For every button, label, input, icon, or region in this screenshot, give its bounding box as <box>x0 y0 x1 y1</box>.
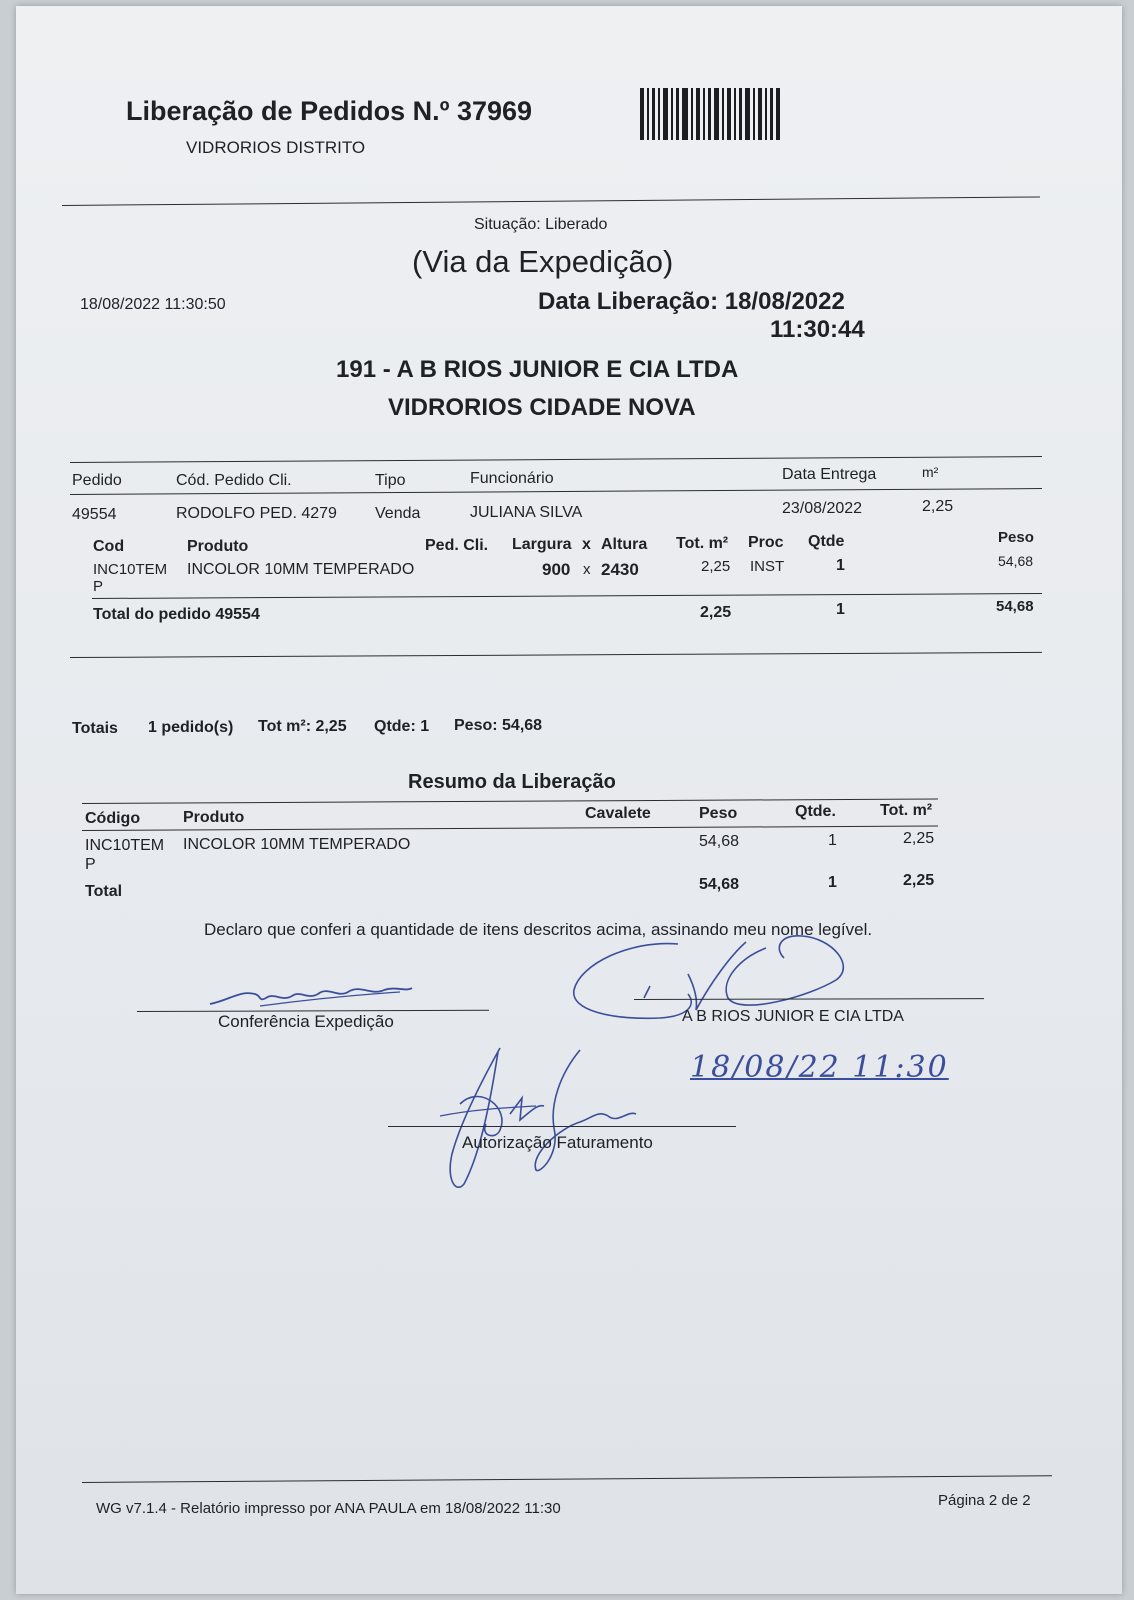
order-header-tipo: Tipo <box>375 472 406 489</box>
totais-peso: Peso: 54,68 <box>454 717 543 734</box>
items-header-tot-m2: Tot. m² <box>676 535 729 552</box>
resumo-tot-m2: 2,25 <box>903 830 935 847</box>
resumo-total-peso: 54,68 <box>699 876 740 893</box>
order-header-funcionario: Funcionário <box>470 470 554 487</box>
declaration-text: Declaro que conferi a quantidade de itens descritos acima, assinando meu nome legível. <box>204 920 873 939</box>
client-store: VIDRORIOS CIDADE NOVA <box>388 394 696 421</box>
resumo-total-tot-m2: 2,25 <box>903 872 935 889</box>
item-cod-line2: P <box>93 578 104 595</box>
order-header-pedido: Pedido <box>72 472 122 489</box>
conferencia-label: Conferência Expedição <box>218 1012 394 1031</box>
totais-pedidos: 1 pedido(s) <box>148 719 234 736</box>
resumo-header-qtde: Qtde. <box>795 803 836 820</box>
via-label: (Via da Expedição) <box>412 244 674 279</box>
client-signature <box>570 934 860 1044</box>
items-header-proc: Proc <box>748 534 784 551</box>
totais-qtde: Qtde: 1 <box>374 718 430 735</box>
resumo-qtde: 1 <box>828 832 837 849</box>
items-header-x: x <box>582 536 591 553</box>
resumo-header-produto: Produto <box>183 809 245 826</box>
item-cod-line1: INC10TEM <box>93 561 168 578</box>
resumo-total-label: Total <box>85 883 123 900</box>
order-header-data-entrega: Data Entrega <box>782 466 877 483</box>
order-funcionario: JULIANA SILVA <box>470 504 583 521</box>
resumo-header-codigo: Código <box>85 810 141 827</box>
autorizacao-label: Autorização Faturamento <box>462 1133 653 1152</box>
order-header-cod-pedido-cli: Cód. Pedido Cli. <box>176 472 292 489</box>
order-cod-pedido-cli: RODOLFO PED. 4279 <box>176 505 337 522</box>
resumo-produto: INCOLOR 10MM TEMPERADO <box>183 836 411 853</box>
resumo-total-qtde: 1 <box>828 874 837 891</box>
autorizacao-signature-line <box>388 1126 736 1127</box>
item-largura: 900 <box>542 560 571 579</box>
barcode <box>640 88 814 140</box>
status-text: Situação: Liberado <box>474 216 608 233</box>
resumo-header-tot-m2: Tot. m² <box>880 802 933 819</box>
footer-page-number: Página 2 de 2 <box>938 1492 1031 1509</box>
order-tipo: Venda <box>375 505 421 522</box>
item-produto: INCOLOR 10MM TEMPERADO <box>187 561 415 578</box>
items-header-altura: Altura <box>601 536 648 553</box>
items-header-largura: Largura <box>512 536 572 553</box>
client-signature-label: A B RIOS JUNIOR E CIA LTDA <box>682 1008 904 1025</box>
item-altura: 2430 <box>601 560 639 579</box>
order-data-entrega: 23/08/2022 <box>782 500 863 517</box>
item-tot-m2: 2,25 <box>701 558 731 575</box>
resumo-peso: 54,68 <box>699 833 740 850</box>
order-total-qtde: 1 <box>836 601 845 618</box>
item-qtde: 1 <box>836 557 845 574</box>
order-header-m2: m² <box>922 464 939 480</box>
items-header-peso: Peso <box>998 529 1034 546</box>
items-header-cod: Cod <box>93 538 125 555</box>
item-proc: INST <box>750 558 785 575</box>
order-total-tot-m2: 2,25 <box>700 604 732 621</box>
resumo-codigo-line1: INC10TEM <box>85 837 165 854</box>
resumo-title: Resumo da Liberação <box>408 771 616 793</box>
order-total-label: Total do pedido 49554 <box>93 606 260 623</box>
client-name: 191 - A B RIOS JUNIOR E CIA LTDA <box>336 356 739 383</box>
order-pedido: 49554 <box>72 506 117 523</box>
item-peso: 54,68 <box>998 553 1034 569</box>
resumo-header-peso: Peso <box>699 805 738 822</box>
document-title: Liberação de Pedidos N.º 37969 <box>126 96 533 126</box>
autorizacao-signature <box>440 1044 660 1194</box>
print-datetime: 18/08/2022 11:30:50 <box>80 296 226 313</box>
totais-tot-m2: Tot m²: 2,25 <box>258 718 347 735</box>
totais-label: Totais <box>72 720 118 737</box>
conferencia-signature <box>200 972 420 1012</box>
item-x: x <box>583 561 591 578</box>
order-total-peso: 54,68 <box>996 598 1034 615</box>
handwritten-date: 18/08/22 11:30 <box>690 1050 949 1085</box>
release-date: Data Liberação: 18/08/2022 <box>538 288 845 315</box>
footer-printed-by: WG v7.1.4 - Relatório impresso por ANA PAULA em 18/08/2022 11:30 <box>96 1500 561 1517</box>
items-header-produto: Produto <box>187 538 249 555</box>
order-m2: 2,25 <box>922 498 954 515</box>
resumo-header-cavalete: Cavalete <box>585 805 651 822</box>
items-header-ped-cli: Ped. Cli. <box>425 537 489 554</box>
company-name: VIDRORIOS DISTRITO <box>186 138 366 157</box>
release-time: 11:30:44 <box>770 316 865 343</box>
items-header-qtde: Qtde <box>808 533 845 550</box>
resumo-codigo-line2: P <box>85 856 96 873</box>
